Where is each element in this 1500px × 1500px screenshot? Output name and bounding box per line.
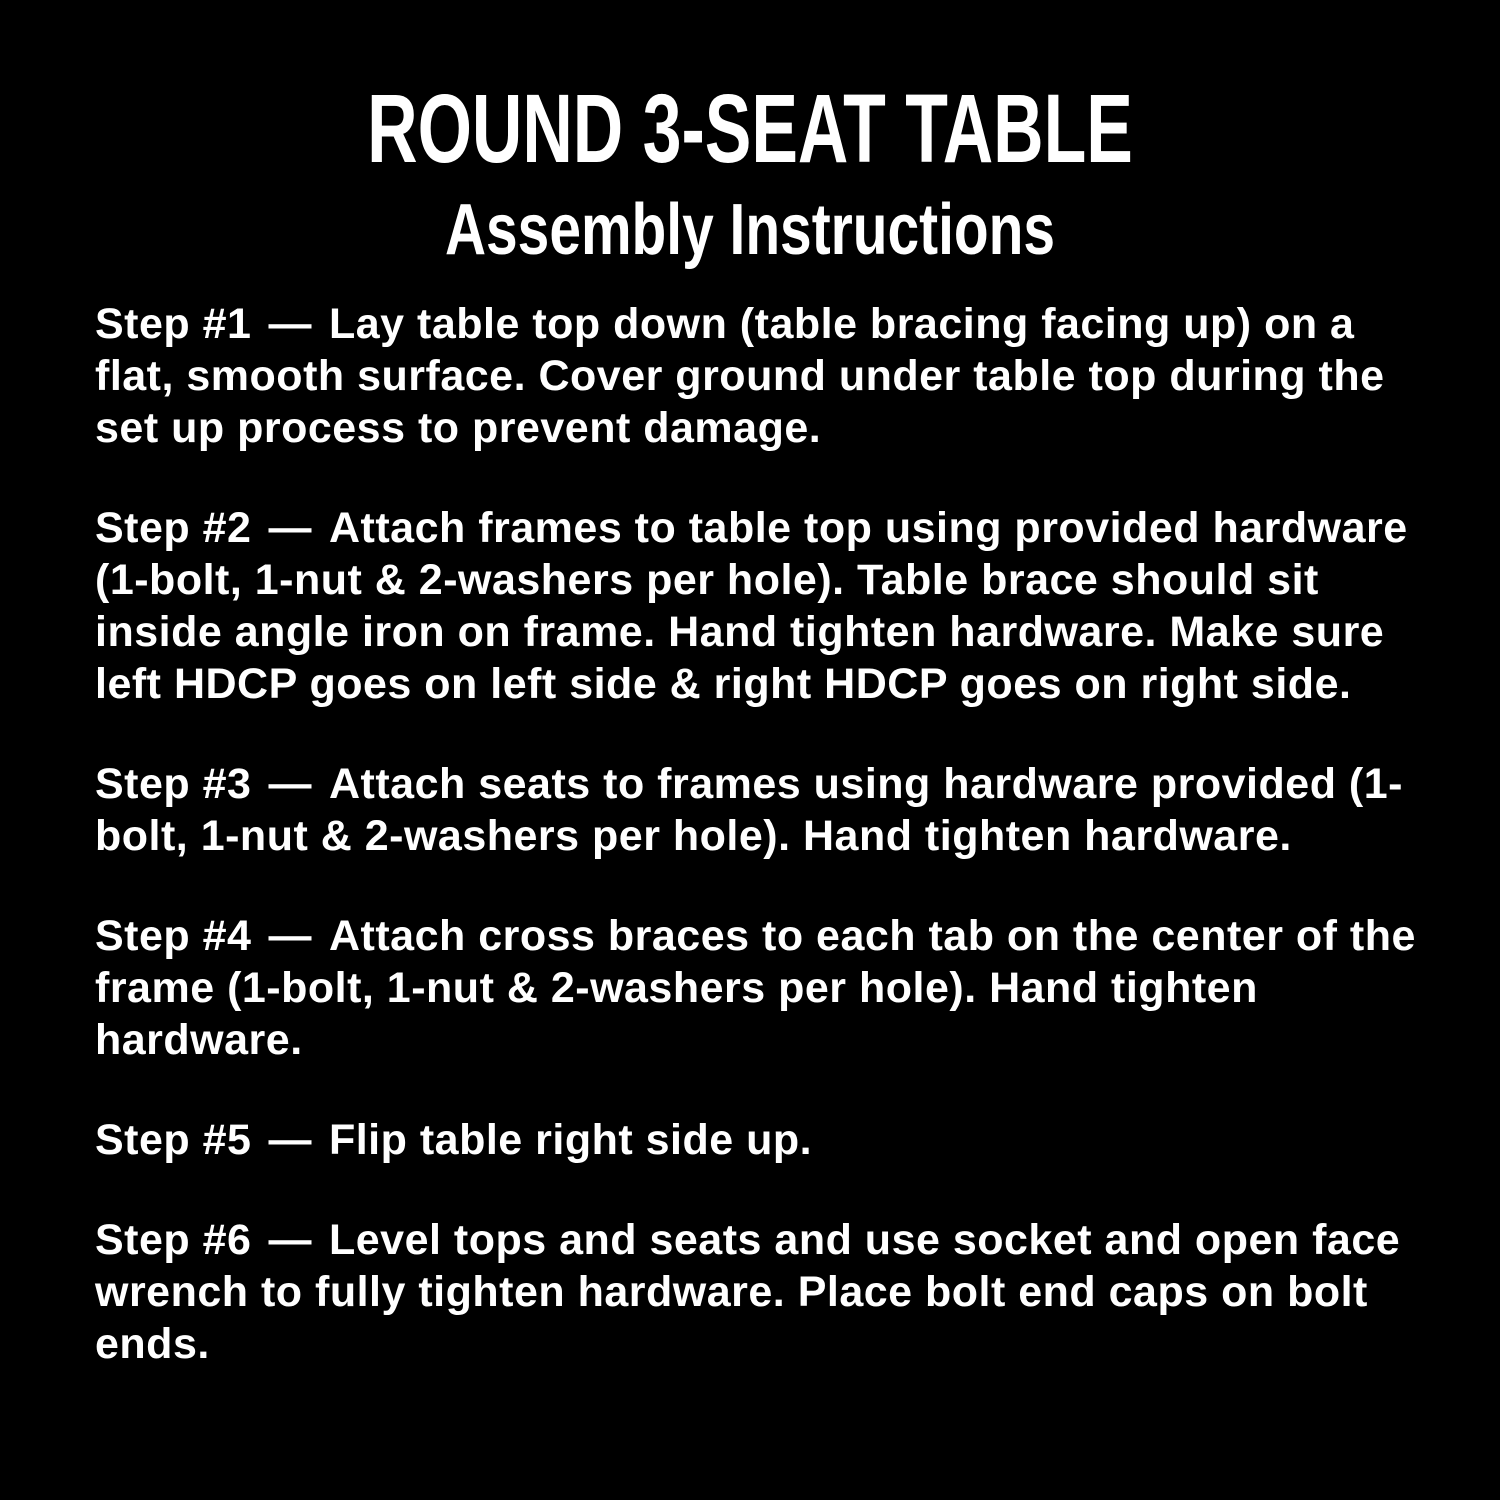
step-4-label: Step #4 (95, 911, 252, 960)
step-3 (95, 758, 1420, 862)
step-1-label: Step #1 (95, 299, 252, 348)
step-6-separator: — (268, 1215, 312, 1264)
step-5 (95, 1114, 1420, 1166)
step-6-text: Level tops and seats and use socket and open face wrench to fully tighten hardware. Place bolt end caps on bolt ends. (95, 1215, 1401, 1368)
step-2-label: Step #2 (95, 503, 252, 552)
step-5-text: Flip table right side up. (328, 1115, 813, 1164)
step-2 (95, 502, 1420, 710)
step-2-separator: — (268, 503, 312, 552)
step-4-text: Attach cross braces to each tab on the center of the frame (1-bolt, 1-nut & 2-washers per hole). Hand tighten hardware. (95, 911, 1416, 1064)
step-5-label: Step #5 (95, 1115, 252, 1164)
step-3-separator: — (268, 759, 312, 808)
step-1-separator: — (268, 299, 312, 348)
step-3-label: Step #3 (95, 759, 252, 808)
step-5-separator: — (268, 1115, 312, 1164)
step-4 (95, 910, 1420, 1066)
header (0, 0, 1500, 270)
step-6 (95, 1214, 1420, 1370)
page-title: ROUND 3-SEAT TABLE (367, 74, 1133, 183)
step-4-separator: — (268, 911, 312, 960)
page-subtitle: Assembly Instructions (444, 189, 1056, 270)
step-1 (95, 298, 1420, 454)
step-3-text: Attach seats to frames using hardware provided (1-bolt, 1-nut & 2-washers per hole). Hand tighten hardware. (95, 759, 1403, 860)
steps-list (0, 298, 1500, 1370)
step-6-label: Step #6 (95, 1215, 252, 1264)
step-1-text: Lay table top down (table bracing facing up) on a flat, smooth surface. Cover ground under table top during the set up process to prevent damage. (95, 299, 1385, 452)
step-2-text: Attach frames to table top using provided hardware (1-bolt, 1-nut & 2-washers per hole). Table brace should sit inside angle iron on frame. Hand tighten hardware. Make sure left HDCP goes on left side & right HDCP goes on right side. (95, 503, 1408, 708)
